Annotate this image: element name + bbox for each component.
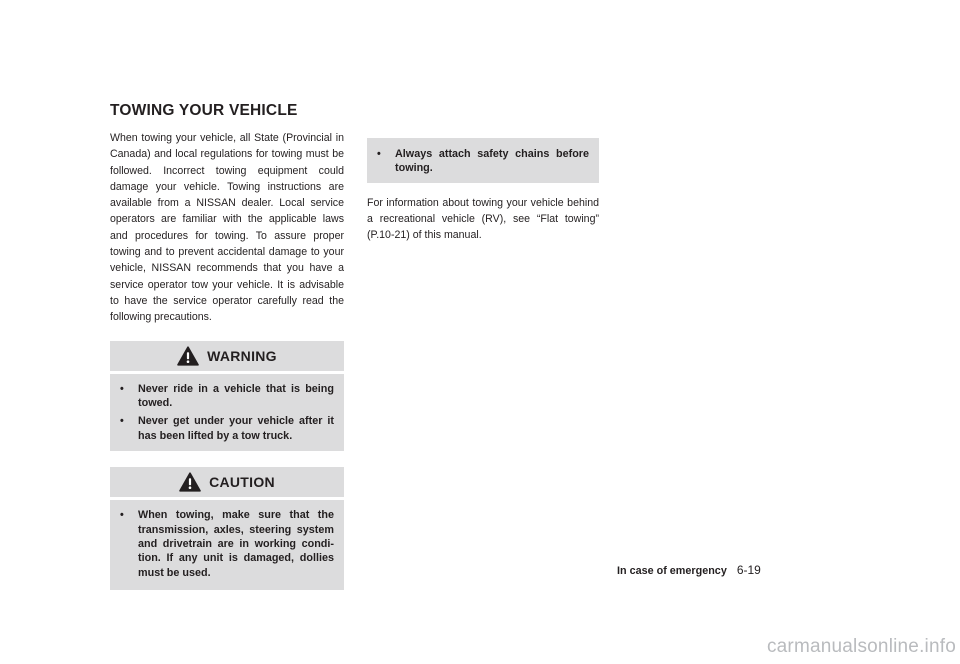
warning-bullet-text: Never ride in a vehicle that is being towed. bbox=[138, 382, 334, 409]
section-title: TOWING YOUR VEHICLE bbox=[110, 102, 298, 119]
continued-box-body bbox=[367, 138, 599, 183]
caution-bullet bbox=[120, 508, 334, 580]
caution-bullet-text: When towing, make sure that the transmission, axles, steering system and drivetrain are in working condi-tion. If any unit is damaged, dollies must be used. bbox=[138, 509, 334, 579]
bullet-mark: • bbox=[120, 509, 124, 522]
warning-heading: WARNING bbox=[207, 347, 277, 364]
warning-triangle-icon bbox=[177, 346, 199, 366]
continued-bullet-text: Always attach safety chains before towing. bbox=[395, 148, 589, 175]
footer-section-name: In case of emergency bbox=[617, 565, 727, 577]
warning-box-header bbox=[110, 341, 344, 371]
warning-box-body bbox=[110, 374, 344, 452]
caution-box-body bbox=[110, 500, 344, 590]
page-footer bbox=[617, 563, 857, 577]
bullet-mark: • bbox=[120, 382, 124, 395]
caution-box-header bbox=[110, 467, 344, 497]
warning-box bbox=[110, 341, 344, 452]
warning-bullet-text: Never get under your vehicle after it has been lifted by a tow truck. bbox=[138, 415, 334, 442]
continued-caution-box bbox=[367, 138, 599, 183]
watermark: carmanualsonline.info bbox=[766, 636, 956, 657]
rv-towing-paragraph: For information about towing your vehicle behind a recreational vehicle (RV), see “Flat towing” (P.10-21) of this manual. bbox=[367, 196, 599, 242]
warning-bullet bbox=[120, 382, 334, 411]
caution-box bbox=[110, 467, 344, 590]
warning-bullet bbox=[120, 414, 334, 443]
page-number: 6-19 bbox=[736, 563, 761, 577]
continued-bullet bbox=[377, 147, 589, 176]
bullet-mark: • bbox=[120, 415, 124, 428]
caution-heading: CAUTION bbox=[209, 474, 275, 491]
warning-triangle-icon bbox=[179, 472, 201, 492]
intro-paragraph: When towing your vehicle, all State (Provincial in Canada) and local regulations for towing must be followed. Incorrect towing equipment could damage your vehicle. Towing instructions are available from a NISSAN dealer. Local service operators are familiar with the applicable laws and procedures for towing. To assure proper towing and to prevent accidental damage to your vehicle, NISSAN recommends that you have a service operator tow your vehicle. It is advisable to have the service operator carefully read the following precautions. bbox=[110, 132, 344, 324]
right-column bbox=[367, 138, 599, 244]
left-column bbox=[110, 130, 344, 590]
bullet-mark: • bbox=[377, 148, 381, 160]
